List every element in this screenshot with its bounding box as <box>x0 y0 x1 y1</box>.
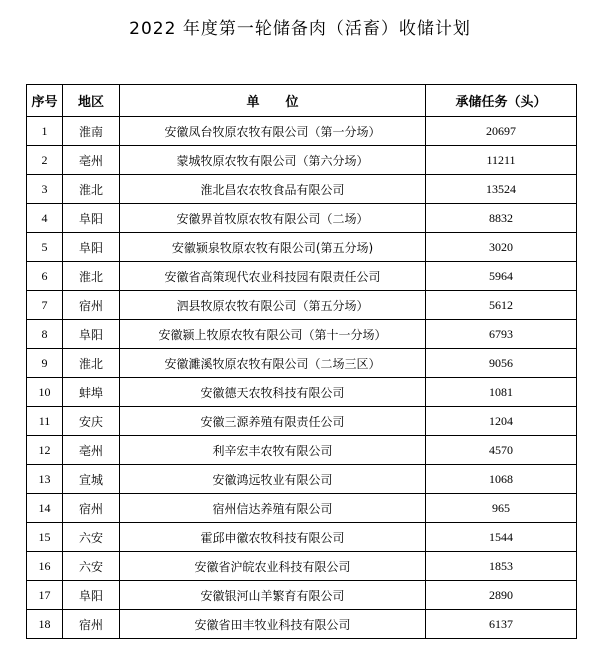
serial-number-cell: 2 <box>27 146 63 175</box>
region-cell: 宿州 <box>63 610 120 639</box>
region-cell: 宿州 <box>63 494 120 523</box>
storage-task-cell: 1544 <box>426 523 577 552</box>
storage-task-cell: 8832 <box>426 204 577 233</box>
table-row <box>27 117 577 146</box>
storage-task-cell: 1853 <box>426 552 577 581</box>
unit-cell: 利辛宏丰农牧有限公司 <box>120 436 426 465</box>
unit-cell: 淮北昌农农牧食品有限公司 <box>120 175 426 204</box>
region-cell: 阜阳 <box>63 204 120 233</box>
storage-task-cell: 965 <box>426 494 577 523</box>
table-row <box>27 349 577 378</box>
storage-task-cell: 4570 <box>426 436 577 465</box>
storage-plan-table <box>26 84 577 639</box>
storage-task-cell: 1204 <box>426 407 577 436</box>
storage-task-cell: 1081 <box>426 378 577 407</box>
region-cell: 淮南 <box>63 117 120 146</box>
serial-number-cell: 12 <box>27 436 63 465</box>
region-cell: 阜阳 <box>63 581 120 610</box>
region-cell: 亳州 <box>63 146 120 175</box>
serial-number-cell: 6 <box>27 262 63 291</box>
unit-cell: 蒙城牧原农牧有限公司（第六分场） <box>120 146 426 175</box>
unit-cell: 安徽濉溪牧原农牧有限公司（二场三区） <box>120 349 426 378</box>
table-row <box>27 378 577 407</box>
storage-task-cell: 3020 <box>426 233 577 262</box>
region-cell: 淮北 <box>63 175 120 204</box>
region-cell: 淮北 <box>63 349 120 378</box>
serial-number-cell: 5 <box>27 233 63 262</box>
region-cell: 宿州 <box>63 291 120 320</box>
table-row <box>27 233 577 262</box>
unit-cell: 安徽三源养殖有限责任公司 <box>120 407 426 436</box>
unit-cell: 泗县牧原农牧有限公司（第五分场） <box>120 291 426 320</box>
region-cell: 阜阳 <box>63 233 120 262</box>
storage-task-cell: 6793 <box>426 320 577 349</box>
header-row <box>27 85 577 117</box>
table-row <box>27 610 577 639</box>
header-storage-task: 承储任务（头） <box>426 85 577 117</box>
header-serial-number: 序号 <box>27 85 63 117</box>
region-cell: 阜阳 <box>63 320 120 349</box>
serial-number-cell: 18 <box>27 610 63 639</box>
table-row <box>27 465 577 494</box>
unit-cell: 安徽颍上牧原农牧有限公司（第十一分场） <box>120 320 426 349</box>
unit-cell: 安徽省田丰牧业科技有限公司 <box>120 610 426 639</box>
storage-task-cell: 2890 <box>426 581 577 610</box>
serial-number-cell: 7 <box>27 291 63 320</box>
region-cell: 亳州 <box>63 436 120 465</box>
serial-number-cell: 1 <box>27 117 63 146</box>
storage-task-cell: 13524 <box>426 175 577 204</box>
unit-cell: 安徽鸿远牧业有限公司 <box>120 465 426 494</box>
storage-task-cell: 5964 <box>426 262 577 291</box>
header-unit: 单 位 <box>120 85 426 117</box>
serial-number-cell: 8 <box>27 320 63 349</box>
serial-number-cell: 10 <box>27 378 63 407</box>
region-cell: 六安 <box>63 523 120 552</box>
header-region: 地区 <box>63 85 120 117</box>
storage-task-cell: 6137 <box>426 610 577 639</box>
table-row <box>27 146 577 175</box>
storage-task-cell: 20697 <box>426 117 577 146</box>
serial-number-cell: 4 <box>27 204 63 233</box>
table-body <box>27 117 577 639</box>
serial-number-cell: 3 <box>27 175 63 204</box>
table-row <box>27 581 577 610</box>
serial-number-cell: 14 <box>27 494 63 523</box>
unit-cell: 安徽银河山羊繁育有限公司 <box>120 581 426 610</box>
unit-cell: 安徽德天农牧科技有限公司 <box>120 378 426 407</box>
table-row <box>27 523 577 552</box>
table-row <box>27 494 577 523</box>
storage-task-cell: 5612 <box>426 291 577 320</box>
table-row <box>27 204 577 233</box>
unit-cell: 安徽颍泉牧原农牧有限公司(第五分场) <box>120 233 426 262</box>
serial-number-cell: 16 <box>27 552 63 581</box>
storage-task-cell: 9056 <box>426 349 577 378</box>
unit-cell: 安徽界首牧原农牧有限公司（二场） <box>120 204 426 233</box>
serial-number-cell: 13 <box>27 465 63 494</box>
unit-cell: 霍邱申徽农牧科技有限公司 <box>120 523 426 552</box>
unit-cell: 宿州信达养殖有限公司 <box>120 494 426 523</box>
serial-number-cell: 11 <box>27 407 63 436</box>
region-cell: 宣城 <box>63 465 120 494</box>
serial-number-cell: 15 <box>27 523 63 552</box>
table-row <box>27 407 577 436</box>
table-row <box>27 320 577 349</box>
storage-task-cell: 11211 <box>426 146 577 175</box>
table-header <box>27 85 577 117</box>
table-row <box>27 291 577 320</box>
region-cell: 六安 <box>63 552 120 581</box>
region-cell: 蚌埠 <box>63 378 120 407</box>
region-cell: 安庆 <box>63 407 120 436</box>
table-row <box>27 175 577 204</box>
table-row <box>27 262 577 291</box>
unit-cell: 安徽凤台牧原农牧有限公司（第一分场） <box>120 117 426 146</box>
region-cell: 淮北 <box>63 262 120 291</box>
table-row <box>27 436 577 465</box>
serial-number-cell: 9 <box>27 349 63 378</box>
unit-cell: 安徽省沪皖农业科技有限公司 <box>120 552 426 581</box>
table-row <box>27 552 577 581</box>
unit-cell: 安徽省高策现代农业科技园有限责任公司 <box>120 262 426 291</box>
storage-task-cell: 1068 <box>426 465 577 494</box>
page-title: 2022 年度第一轮储备肉（活畜）收储计划 <box>129 19 471 39</box>
serial-number-cell: 17 <box>27 581 63 610</box>
